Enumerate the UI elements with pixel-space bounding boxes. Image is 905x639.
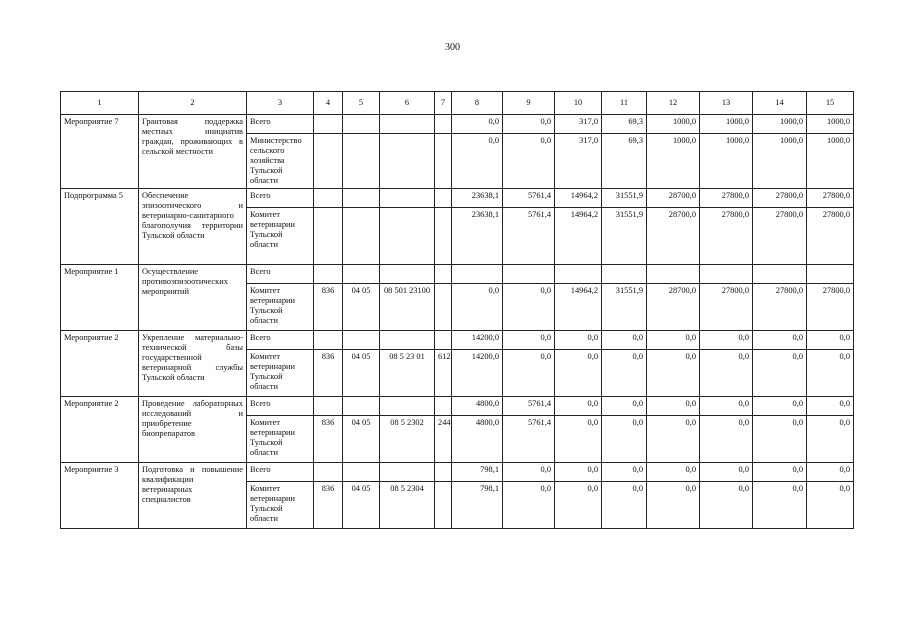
value-cell: 317,0 — [555, 115, 602, 134]
expense-type-cell — [435, 208, 452, 265]
value-cell: 0,0 — [555, 482, 602, 529]
value-cell: 0,0 — [753, 482, 807, 529]
value-cell: 27800,0 — [700, 189, 753, 208]
header-cell: 7 — [435, 92, 452, 115]
header-cell: 8 — [452, 92, 503, 115]
header-cell: 4 — [314, 92, 343, 115]
value-cell: 14200,0 — [452, 331, 503, 350]
executor-cell: Комитет ветеринарии Тульской области — [247, 482, 314, 529]
value-cell: 14964,2 — [555, 284, 602, 331]
value-cell: 0,0 — [753, 350, 807, 397]
target-article-cell — [380, 134, 435, 189]
value-cell: 0,0 — [647, 463, 700, 482]
section-code-cell — [343, 208, 380, 265]
value-cell: 27800,0 — [753, 189, 807, 208]
value-cell: 5761,4 — [503, 208, 555, 265]
value-cell: 1000,0 — [753, 134, 807, 189]
value-cell: 0,0 — [807, 416, 854, 463]
value-cell: 0,0 — [700, 331, 753, 350]
target-article-cell: 08 5 2302 — [380, 416, 435, 463]
value-cell: 0,0 — [503, 284, 555, 331]
expense-type-cell — [435, 265, 452, 284]
value-cell: 5761,4 — [503, 416, 555, 463]
grbs-code-cell — [314, 134, 343, 189]
section-code-cell — [343, 134, 380, 189]
section-code-cell: 04 05 — [343, 482, 380, 529]
target-article-cell — [380, 331, 435, 350]
value-cell: 0,0 — [700, 482, 753, 529]
header-cell: 3 — [247, 92, 314, 115]
value-cell: 0,0 — [452, 115, 503, 134]
value-cell: 798,1 — [452, 482, 503, 529]
value-cell: 0,0 — [602, 397, 647, 416]
expense-type-cell — [435, 189, 452, 208]
grbs-code-cell — [314, 463, 343, 482]
table-row — [61, 397, 854, 416]
value-cell: 1000,0 — [807, 115, 854, 134]
value-cell: 69,3 — [602, 115, 647, 134]
executor-cell: Министерство сельского хозяйства Тульской области — [247, 134, 314, 189]
value-cell — [647, 265, 700, 284]
header-cell: 15 — [807, 92, 854, 115]
section-code-cell — [343, 331, 380, 350]
measure-name: Осуществление противоэпизоотических мероприятий — [139, 265, 247, 331]
table-row — [61, 115, 854, 134]
value-cell — [555, 265, 602, 284]
value-cell: 0,0 — [602, 482, 647, 529]
measure-name: Укрепление материально-технической базы государственной ветеринарной службы Тульской области — [139, 331, 247, 397]
target-article-cell — [380, 397, 435, 416]
target-article-cell: 08 5 2304 — [380, 482, 435, 529]
value-cell: 27800,0 — [700, 208, 753, 265]
value-cell: 27800,0 — [700, 284, 753, 331]
expense-type-cell: 612 — [435, 350, 452, 397]
measure-code: Мероприятие 2 — [61, 331, 139, 397]
value-cell: 27800,0 — [807, 284, 854, 331]
program-table — [60, 91, 854, 529]
measure-name: Проведение лабораторных исследований и приобретение биопрепаратов — [139, 397, 247, 463]
target-article-cell: 08 501 23100 — [380, 284, 435, 331]
value-cell: 0,0 — [503, 350, 555, 397]
measure-code: Мероприятие 7 — [61, 115, 139, 189]
value-cell — [807, 265, 854, 284]
header-cell: 1 — [61, 92, 139, 115]
target-article-cell — [380, 463, 435, 482]
header-cell: 11 — [602, 92, 647, 115]
value-cell: 0,0 — [807, 397, 854, 416]
value-cell: 0,0 — [503, 463, 555, 482]
executor-cell: Всего — [247, 265, 314, 284]
executor-cell: Всего — [247, 397, 314, 416]
measure-name: Подготовка и повышение квалификации ветеринарных специалистов — [139, 463, 247, 529]
header-cell: 10 — [555, 92, 602, 115]
table-row — [61, 463, 854, 482]
grbs-code-cell: 836 — [314, 350, 343, 397]
value-cell: 28700,0 — [647, 189, 700, 208]
header-cell: 13 — [700, 92, 753, 115]
grbs-code-cell — [314, 397, 343, 416]
grbs-code-cell — [314, 265, 343, 284]
value-cell: 0,0 — [700, 350, 753, 397]
value-cell: 0,0 — [555, 397, 602, 416]
expense-type-cell — [435, 115, 452, 134]
table-row — [61, 265, 854, 284]
value-cell: 798,1 — [452, 463, 503, 482]
executor-cell: Всего — [247, 189, 314, 208]
value-cell: 1000,0 — [807, 134, 854, 189]
grbs-code-cell: 836 — [314, 416, 343, 463]
expense-type-cell — [435, 284, 452, 331]
value-cell: 14964,2 — [555, 189, 602, 208]
target-article-cell — [380, 189, 435, 208]
table-body — [61, 92, 854, 529]
value-cell: 0,0 — [700, 463, 753, 482]
measure-code: Мероприятие 1 — [61, 265, 139, 331]
value-cell: 0,0 — [503, 134, 555, 189]
measure-code: Мероприятие 2 — [61, 397, 139, 463]
value-cell: 23638,1 — [452, 208, 503, 265]
page-number: 300 — [445, 42, 460, 53]
executor-cell: Всего — [247, 115, 314, 134]
value-cell: 0,0 — [807, 482, 854, 529]
value-cell: 0,0 — [452, 284, 503, 331]
header-cell: 14 — [753, 92, 807, 115]
value-cell — [602, 265, 647, 284]
header-row — [61, 92, 854, 115]
value-cell: 31551,9 — [602, 284, 647, 331]
value-cell: 23638,1 — [452, 189, 503, 208]
value-cell: 0,0 — [753, 331, 807, 350]
expense-type-cell — [435, 463, 452, 482]
section-code-cell: 04 05 — [343, 284, 380, 331]
section-code-cell — [343, 115, 380, 134]
grbs-code-cell — [314, 331, 343, 350]
header-cell: 12 — [647, 92, 700, 115]
grbs-code-cell: 836 — [314, 482, 343, 529]
value-cell: 31551,9 — [602, 189, 647, 208]
value-cell: 0,0 — [647, 416, 700, 463]
value-cell: 0,0 — [700, 397, 753, 416]
value-cell: 0,0 — [503, 115, 555, 134]
section-code-cell — [343, 397, 380, 416]
value-cell: 0,0 — [602, 331, 647, 350]
expense-type-cell — [435, 134, 452, 189]
value-cell: 4800,0 — [452, 416, 503, 463]
value-cell: 28700,0 — [647, 284, 700, 331]
value-cell: 5761,4 — [503, 397, 555, 416]
value-cell: 1000,0 — [753, 115, 807, 134]
value-cell: 0,0 — [602, 416, 647, 463]
table-row — [61, 331, 854, 350]
executor-cell: Комитет ветеринарии Тульской области — [247, 208, 314, 265]
value-cell — [753, 265, 807, 284]
section-code-cell: 04 05 — [343, 416, 380, 463]
value-cell: 0,0 — [647, 331, 700, 350]
section-code-cell — [343, 265, 380, 284]
value-cell: 27800,0 — [753, 284, 807, 331]
measure-code: Мероприятие 3 — [61, 463, 139, 529]
value-cell: 0,0 — [555, 463, 602, 482]
value-cell: 31551,9 — [602, 208, 647, 265]
value-cell: 0,0 — [807, 331, 854, 350]
value-cell: 27800,0 — [807, 189, 854, 208]
value-cell: 0,0 — [753, 463, 807, 482]
value-cell: 5761,4 — [503, 189, 555, 208]
value-cell: 0,0 — [602, 350, 647, 397]
value-cell: 0,0 — [452, 134, 503, 189]
grbs-code-cell — [314, 189, 343, 208]
executor-cell: Всего — [247, 331, 314, 350]
value-cell: 14964,2 — [555, 208, 602, 265]
value-cell: 0,0 — [503, 482, 555, 529]
value-cell: 0,0 — [753, 416, 807, 463]
value-cell: 1000,0 — [647, 134, 700, 189]
value-cell: 0,0 — [647, 482, 700, 529]
value-cell: 0,0 — [602, 463, 647, 482]
value-cell — [452, 265, 503, 284]
value-cell: 27800,0 — [753, 208, 807, 265]
section-code-cell — [343, 463, 380, 482]
target-article-cell — [380, 265, 435, 284]
header-cell: 9 — [503, 92, 555, 115]
value-cell: 69,3 — [602, 134, 647, 189]
table-row — [61, 189, 854, 208]
value-cell: 28700,0 — [647, 208, 700, 265]
measure-name: Обеспечение эпизоотического и ветеринарно-санитарного благополучия территории Тульской области — [139, 189, 247, 265]
value-cell: 0,0 — [647, 397, 700, 416]
value-cell: 0,0 — [555, 416, 602, 463]
value-cell: 14200,0 — [452, 350, 503, 397]
header-cell: 2 — [139, 92, 247, 115]
executor-cell: Всего — [247, 463, 314, 482]
value-cell: 0,0 — [647, 350, 700, 397]
grbs-code-cell — [314, 208, 343, 265]
header-cell: 6 — [380, 92, 435, 115]
value-cell — [503, 265, 555, 284]
value-cell: 317,0 — [555, 134, 602, 189]
value-cell: 0,0 — [503, 331, 555, 350]
executor-cell: Комитет ветеринарии Тульской области — [247, 416, 314, 463]
measure-name: Грантовая поддержка местных инициатив граждан, проживающих в сельской местности — [139, 115, 247, 189]
value-cell: 0,0 — [555, 350, 602, 397]
value-cell: 0,0 — [555, 331, 602, 350]
target-article-cell: 08 5 23 01 — [380, 350, 435, 397]
grbs-code-cell: 836 — [314, 284, 343, 331]
value-cell: 0,0 — [700, 416, 753, 463]
section-code-cell: 04 05 — [343, 350, 380, 397]
value-cell: 0,0 — [807, 350, 854, 397]
section-code-cell — [343, 189, 380, 208]
header-cell: 5 — [343, 92, 380, 115]
target-article-cell — [380, 115, 435, 134]
executor-cell: Комитет ветеринарии Тульской области — [247, 350, 314, 397]
executor-cell: Комитет ветеринарии Тульской области — [247, 284, 314, 331]
value-cell: 1000,0 — [700, 115, 753, 134]
expense-type-cell: 244 — [435, 416, 452, 463]
grbs-code-cell — [314, 115, 343, 134]
value-cell: 1000,0 — [700, 134, 753, 189]
expense-type-cell — [435, 482, 452, 529]
value-cell: 0,0 — [753, 397, 807, 416]
value-cell: 0,0 — [807, 463, 854, 482]
expense-type-cell — [435, 397, 452, 416]
value-cell — [700, 265, 753, 284]
expense-type-cell — [435, 331, 452, 350]
value-cell: 4800,0 — [452, 397, 503, 416]
measure-code: Подпрограмма 5 — [61, 189, 139, 265]
value-cell: 27800,0 — [807, 208, 854, 265]
target-article-cell — [380, 208, 435, 265]
value-cell: 1000,0 — [647, 115, 700, 134]
